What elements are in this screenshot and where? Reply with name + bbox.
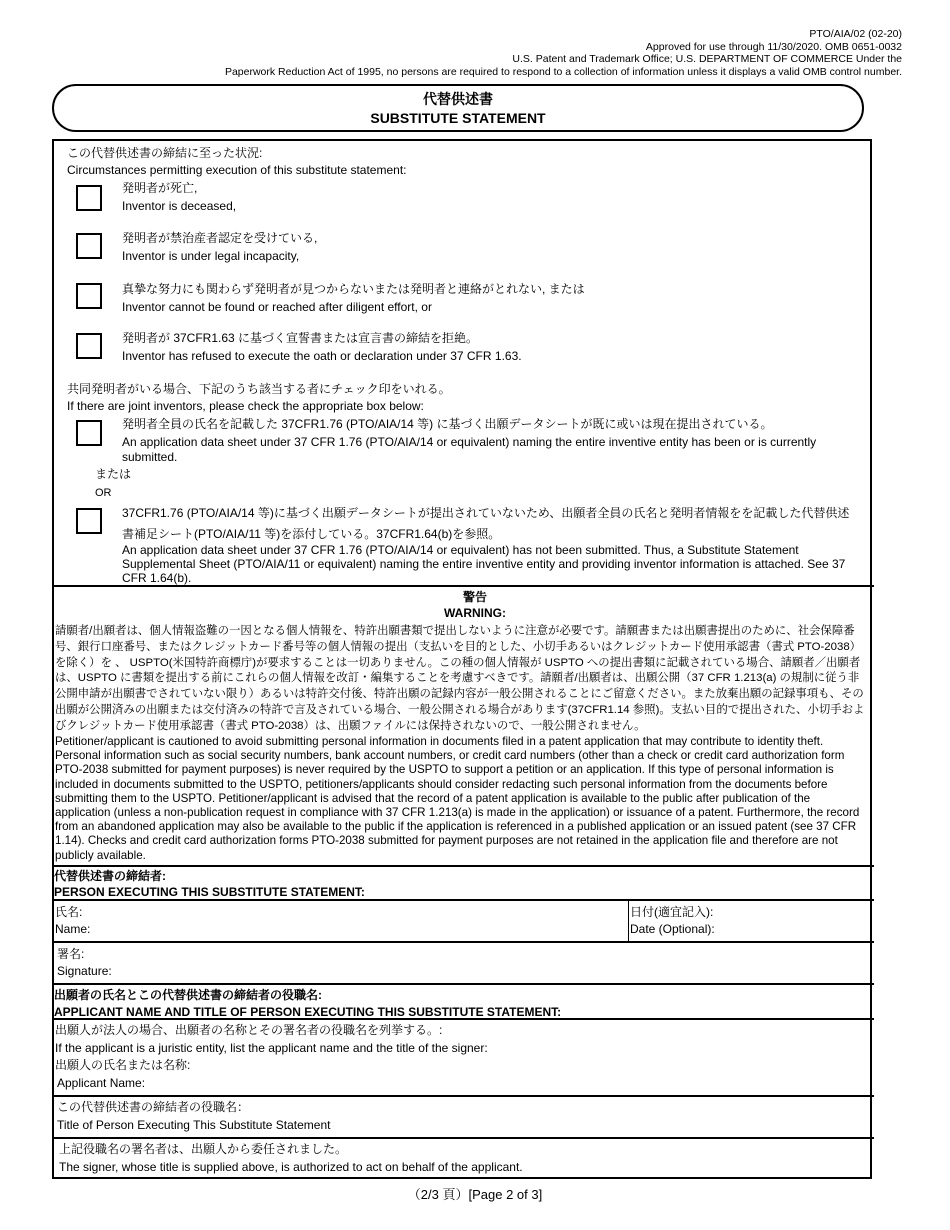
ads-submitted-checkbox[interactable] bbox=[76, 420, 102, 446]
person-title-jp: 代替供述書の締結者: bbox=[54, 869, 166, 883]
divider bbox=[52, 1018, 874, 1020]
not-found-label-en: Inventor cannot be found or reached after diligent effort, or bbox=[122, 300, 432, 314]
signature-label-en: Signature: bbox=[57, 964, 112, 978]
or-jp: または bbox=[95, 467, 132, 481]
divider bbox=[52, 941, 874, 943]
divider bbox=[52, 1137, 874, 1139]
signer-title-label-en: Title of Person Executing This Substitute Statement bbox=[57, 1118, 331, 1132]
incapacity-checkbox[interactable] bbox=[76, 233, 102, 259]
divider bbox=[52, 865, 874, 867]
deceased-label-jp: 発明者が死亡, bbox=[122, 181, 198, 195]
supplemental-sheet-checkbox[interactable] bbox=[76, 508, 102, 534]
title-en: SUBSTITUTE STATEMENT bbox=[370, 110, 546, 126]
date-label-en: Date (Optional): bbox=[630, 922, 715, 936]
signer-title-label-jp: この代替供述書の締結者の役職名： bbox=[57, 1100, 250, 1114]
refused-checkbox[interactable] bbox=[76, 333, 102, 359]
supplemental-sheet-jp: 37CFR1.76 (PTO/AIA/14 等)に基づく出願データシートが提出されていないため、出願者全員の氏名と発明者情報をを記載した代替供述書補足シート(PTO/AIA/11 等)を添付している。37CFR1.64(b)を参照。 bbox=[122, 506, 850, 541]
or-en: OR bbox=[95, 487, 112, 499]
person-title-en: PERSON EXECUTING THIS SUBSTITUTE STATEMENT: bbox=[54, 885, 365, 899]
incapacity-label-en: Inventor is under legal incapacity, bbox=[122, 249, 300, 263]
warning-title-jp: 警告 bbox=[462, 590, 487, 604]
authorization-jp: 上記役職名の署名者は、出願人から委任されました。 bbox=[59, 1142, 348, 1156]
title-banner bbox=[52, 84, 864, 132]
not-found-checkbox[interactable] bbox=[76, 283, 102, 309]
omb-approval: Approved for use through 11/30/2020. OMB 0651-0032 bbox=[645, 40, 902, 53]
deceased-checkbox[interactable] bbox=[76, 185, 102, 211]
divider bbox=[52, 585, 874, 587]
name-label-en: Name: bbox=[55, 922, 91, 936]
form-id: PTO/AIA/02 (02-20) bbox=[809, 28, 902, 40]
ads-submitted-en: An application data sheet under 37 CFR 1.76 (PTO/AIA/14 or equivalent) naming the entire inventive entity has been or is currently submitted. bbox=[122, 435, 817, 464]
circumstances-label-jp: この代替供述書の締結に至った状況: bbox=[67, 146, 263, 160]
incapacity-label-jp: 発明者が禁治産者認定を受けている, bbox=[122, 231, 318, 245]
office-line: U.S. Patent and Trademark Office; U.S. DEPARTMENT OF COMMERCE Under the bbox=[512, 53, 902, 66]
name-label-jp: 氏名: bbox=[55, 905, 83, 919]
not-found-label-jp: 真摯な努力にも関わらず発明者が見つからないまたは発明者と連絡がとれない, または bbox=[122, 282, 585, 296]
title-jp: 代替供述書 bbox=[423, 91, 493, 107]
ads-submitted-jp: 発明者全員の氏名を記載した 37CFR1.76 (PTO/AIA/14 等) に基づく出願データシートが既に或いは現在提出されている。 bbox=[122, 417, 773, 431]
applicant-name-label-jp: 出願人の氏名または名称: bbox=[55, 1058, 191, 1072]
refused-label-en: Inventor has refused to execute the oath or declaration under 37 CFR 1.63. bbox=[122, 349, 522, 363]
form-header bbox=[225, 28, 902, 78]
juristic-label-en: If the applicant is a juristic entity, list the applicant name and the title of the signer: bbox=[55, 1041, 488, 1055]
pra-notice: Paperwork Reduction Act of 1995, no persons are required to respond to a collection of information unless it displays a valid OMB control number. bbox=[224, 65, 902, 78]
joint-label-en: If there are joint inventors, please check the appropriate box below: bbox=[67, 399, 424, 413]
applicant-title-en: APPLICANT NAME AND TITLE OF PERSON EXECUTING THIS SUBSTITUTE STATEMENT: bbox=[54, 1005, 562, 1019]
applicant-title-jp: 出願者の氏名とこの代替供述書の締結者の役職名: bbox=[54, 988, 322, 1002]
warning-body-jp: 請願者/出願者は、個人情報盗難の一因となる個人情報を、特許出願書類で提出しないように注意が必要です。請願書または出願書提出のために、社会保障番号、銀行口座番号、またはクレジットカード番号等の個人情報の提出（支払いを目的とした、小切手あるいはクレジットカード使用承認書（書式 PTO-2038）を除く）を 、 USPTO(米国特許商標庁)が要求することは一切ありません。この種の個人情報が USPTO への提出書類に記載されている場合、請願者／出願者は、USPTO に書類を提出する前にこれらの個人情報を改訂・編集することを考慮すべきです。請願者/出願者は、出願公開（37 CFR 1.213(a) の規制に従う非公開申請が出願書でされていない限り）あるいは特許交付後、特許出願の記録内容が一般公開されることにご留意ください。また放棄出願の記録事項も、その出願が公開済みの出願または交付済みの特許で言及されている場合、一般公開される場合があります(37CFR1.14 参照)。支払い目的で提出された、小切手およびクレジットカード使用承認書（書式 PTO-2038）は、出願ファイルには保持されないので、一般公開されません。 bbox=[55, 625, 865, 732]
divider bbox=[52, 899, 874, 901]
divider bbox=[52, 983, 874, 985]
divider bbox=[52, 1095, 874, 1097]
authorization-en: The signer, whose title is supplied above, is authorized to act on behalf of the applicant. bbox=[59, 1160, 523, 1174]
signature-label-jp: 署名: bbox=[57, 947, 85, 961]
date-label-jp: 日付(適宜記入): bbox=[630, 905, 714, 919]
page-number: （2/3 頁）[Page 2 of 3] bbox=[407, 1187, 543, 1202]
warning-title-en: WARNING: bbox=[444, 606, 506, 620]
refused-label-jp: 発明者が 37CFR1.63 に基づく宣誓書または宣言書の締結を拒絶。 bbox=[122, 331, 479, 345]
warning-body-en: Petitioner/applicant is cautioned to avoid submitting personal information in documents filed in a patent application that may contribute to identity theft. Personal information such as social security numbers, bank account numbers, or credit card numbers (other than a check or credit card authorization form PTO-2038 submitted for payment purposes) is never required by the USPTO to support a petition or an application. If this type of personal information is included in documents submitted to the USPTO, petitioners/applicants should consider redacting such personal information from the documents before submitting them to the USPTO. Petitioner/applicant is advised that the record of a patent application is available to the public after publication of the application (unless a non-publication request in compliance with 37 CFR 1.213(a) is made in the application) or issuance of a patent. Furthermore, the record from an abandoned application may also be available to the public if the application is referenced in a published application or an issued patent (see 37 CFR 1.14). Checks and credit card authorization forms PTO-2038 submitted for payment purposes are not retained in the application file and therefore are not publicly available. bbox=[55, 735, 860, 862]
applicant-name-label-en: Applicant Name: bbox=[57, 1076, 146, 1090]
divider bbox=[628, 900, 629, 941]
supplemental-sheet-en: An application data sheet under 37 CFR 1.76 (PTO/AIA/14 or equivalent) has not been submitted. Thus, a Substitute Statement Supplemental Sheet (PTO/AIA/11 or equivalent) naming the entire inventive entity and providing inventor information is attached. See 37 CFR 1.64(b). bbox=[122, 543, 846, 585]
joint-label-jp: 共同発明者がいる場合、下記のうち該当する者にチェック印をいれる。 bbox=[67, 382, 451, 396]
circumstances-label-en: Circumstances permitting execution of this substitute statement: bbox=[67, 163, 407, 177]
juristic-label-jp: 出願人が法人の場合、出願者の名称とその署名者の役職名を列挙する。: bbox=[55, 1023, 443, 1037]
deceased-label-en: Inventor is deceased, bbox=[122, 199, 237, 213]
